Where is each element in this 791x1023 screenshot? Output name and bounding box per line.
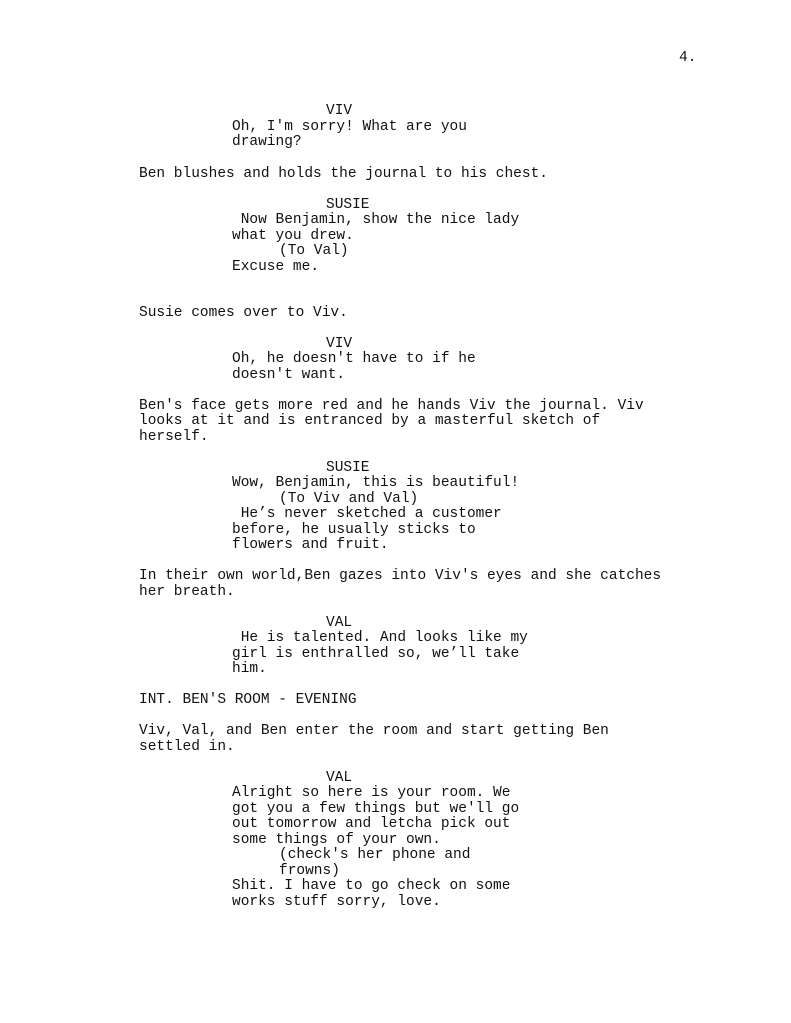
page-number: 4. xyxy=(679,50,697,66)
dialogue-line: got you a few things but we'll go xyxy=(232,801,520,817)
dialogue-line: some things of your own. xyxy=(232,832,441,848)
dialogue-line: doesn't want. xyxy=(232,367,346,383)
dialogue-line: what you drew. xyxy=(232,228,354,244)
action-line: Ben's face gets more red and he hands Viv the journal. Viv xyxy=(139,398,644,414)
action-line: Ben blushes and holds the journal to his chest. xyxy=(139,166,548,182)
parenthetical-line: frowns) xyxy=(279,863,340,879)
dialogue-line: Alright so here is your room. We xyxy=(232,785,511,801)
parenthetical-line: (check's her phone and xyxy=(279,847,471,863)
character-viv: VIV xyxy=(326,103,353,119)
dialogue-line: Now Benjamin, show the nice lady xyxy=(232,212,520,228)
character-viv: VIV xyxy=(326,336,353,352)
dialogue-line: girl is enthralled so, we’ll take xyxy=(232,646,520,662)
dialogue-line: works stuff sorry, love. xyxy=(232,894,441,910)
action-line: Susie comes over to Viv. xyxy=(139,305,348,321)
character-susie: SUSIE xyxy=(326,460,370,476)
character-susie: SUSIE xyxy=(326,197,370,213)
action-line: Viv, Val, and Ben enter the room and start getting Ben xyxy=(139,723,609,739)
scene-heading: INT. BEN'S ROOM - EVENING xyxy=(139,692,357,708)
parenthetical-line: (To Viv and Val) xyxy=(279,491,419,507)
character-val: VAL xyxy=(326,770,353,786)
dialogue-line: drawing? xyxy=(232,134,302,150)
dialogue-line: Shit. I have to go check on some xyxy=(232,878,511,894)
dialogue-line: flowers and fruit. xyxy=(232,537,389,553)
dialogue-line: before, he usually sticks to xyxy=(232,522,476,538)
character-val: VAL xyxy=(326,615,353,631)
action-line: looks at it and is entranced by a masterful sketch of xyxy=(139,413,601,429)
dialogue-line: He is talented. And looks like my xyxy=(232,630,528,646)
dialogue-line: Wow, Benjamin, this is beautiful! xyxy=(232,475,520,491)
parenthetical-line: (To Val) xyxy=(279,243,349,259)
action-line: In their own world,Ben gazes into Viv's eyes and she catches xyxy=(139,568,662,584)
dialogue-line: Oh, I'm sorry! What are you xyxy=(232,119,467,135)
action-line: settled in. xyxy=(139,739,235,755)
dialogue-line: Excuse me. xyxy=(232,259,320,275)
dialogue-line: Oh, he doesn't have to if he xyxy=(232,351,476,367)
action-line: her breath. xyxy=(139,584,235,600)
dialogue-line: He’s never sketched a customer xyxy=(232,506,502,522)
dialogue-line: out tomorrow and letcha pick out xyxy=(232,816,511,832)
dialogue-line: him. xyxy=(232,661,267,677)
action-line: herself. xyxy=(139,429,209,445)
